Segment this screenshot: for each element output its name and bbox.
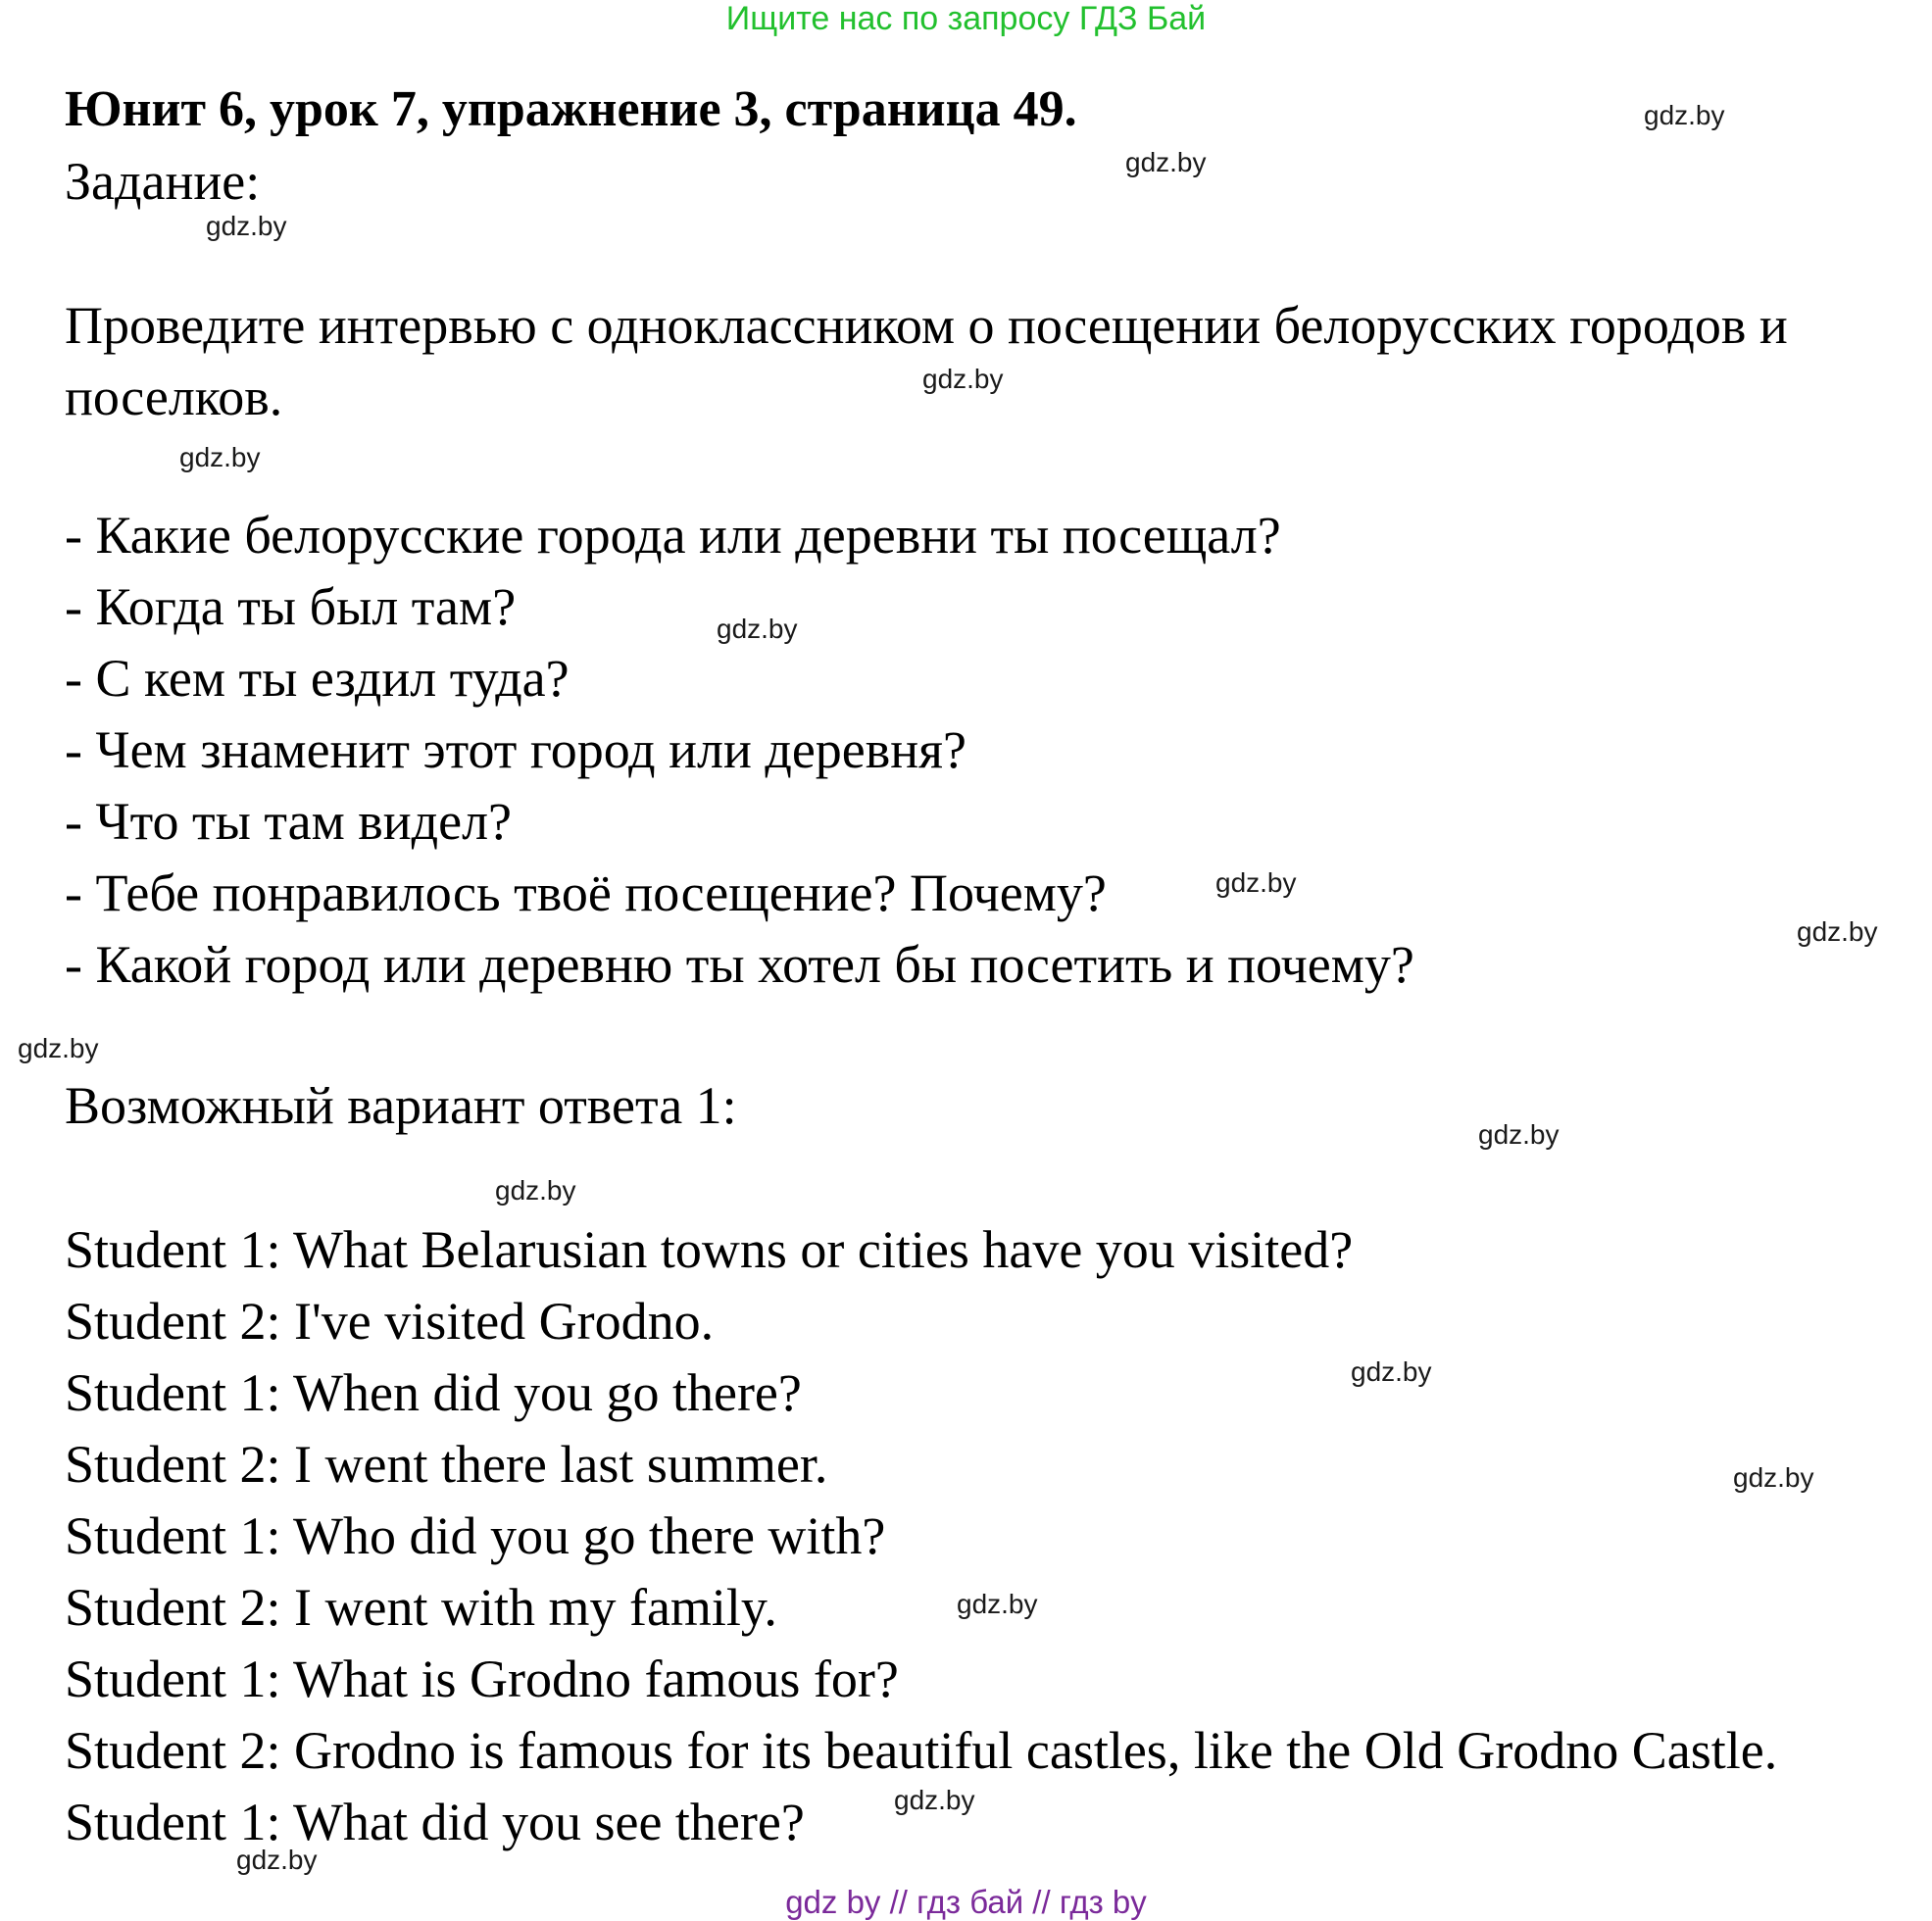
dialogue-line: Student 1: Who did you go there with?	[65, 1506, 886, 1565]
dialogue-line: Student 1: When did you go there?	[65, 1363, 802, 1422]
dialogue-line: Student 2: Grodno is famous for its beautiful castles, like the Old Grodno Castle.	[65, 1721, 1778, 1780]
answer-label: Возможный вариант ответа 1:	[65, 1076, 737, 1135]
watermark: gdz.by	[1797, 916, 1878, 947]
question-list	[65, 500, 1414, 1001]
watermark: gdz.by	[206, 211, 287, 241]
dialogue-line: Student 2: I've visited Grodno.	[65, 1292, 715, 1351]
question-item: - Что ты там видел?	[65, 792, 512, 851]
watermark: gdz.by	[1351, 1356, 1432, 1387]
page-title: Юнит 6, урок 7, упражнение 3, страница 49.	[65, 81, 1077, 137]
watermark: gdz.by	[1215, 867, 1297, 898]
watermark: gdz.by	[1733, 1462, 1814, 1493]
question-item: - Чем знаменит этот город или деревня?	[65, 720, 966, 779]
watermark: gdz.by	[179, 442, 261, 472]
question-item: - С кем ты ездил туда?	[65, 649, 570, 708]
dialogue-line: Student 1: What Belarusian towns or cities have you visited?	[65, 1220, 1354, 1279]
watermark: gdz.by	[1125, 147, 1207, 177]
task-label: Задание:	[65, 152, 261, 211]
question-item: - Какие белорусские города или деревни ты посещал?	[65, 506, 1281, 565]
watermark: gdz.by	[922, 364, 1004, 394]
dialogue-line: Student 2: I went there last summer.	[65, 1435, 828, 1494]
dialogue-line: Student 2: I went with my family.	[65, 1578, 777, 1637]
question-item: - Тебе понравилось твоё посещение? Почему?	[65, 863, 1107, 922]
watermark: gdz.by	[957, 1589, 1038, 1619]
question-item: - Какой город или деревню ты хотел бы посетить и почему?	[65, 935, 1414, 994]
watermark: gdz.by	[1478, 1119, 1560, 1150]
task-text: Проведите интервью с одноклассником о посещении белорусских городов и поселков.	[65, 296, 1788, 426]
question-item: - Когда ты был там?	[65, 577, 517, 636]
dialogue-list	[65, 1214, 1777, 1858]
watermark: gdz.by	[18, 1033, 99, 1063]
watermark: gdz.by	[717, 614, 798, 644]
footer-watermark: gdz by // гдз бай // гдз by	[785, 1884, 1147, 1920]
watermark: gdz.by	[1644, 100, 1725, 130]
promo-banner[interactable]: Ищите нас по запросу ГДЗ Бай	[725, 0, 1207, 37]
dialogue-line: Student 1: What is Grodno famous for?	[65, 1650, 899, 1708]
watermark: gdz.by	[236, 1845, 318, 1875]
watermark: gdz.by	[894, 1785, 975, 1815]
watermark: gdz.by	[495, 1175, 576, 1206]
dialogue-line: Student 1: What did you see there?	[65, 1793, 805, 1851]
